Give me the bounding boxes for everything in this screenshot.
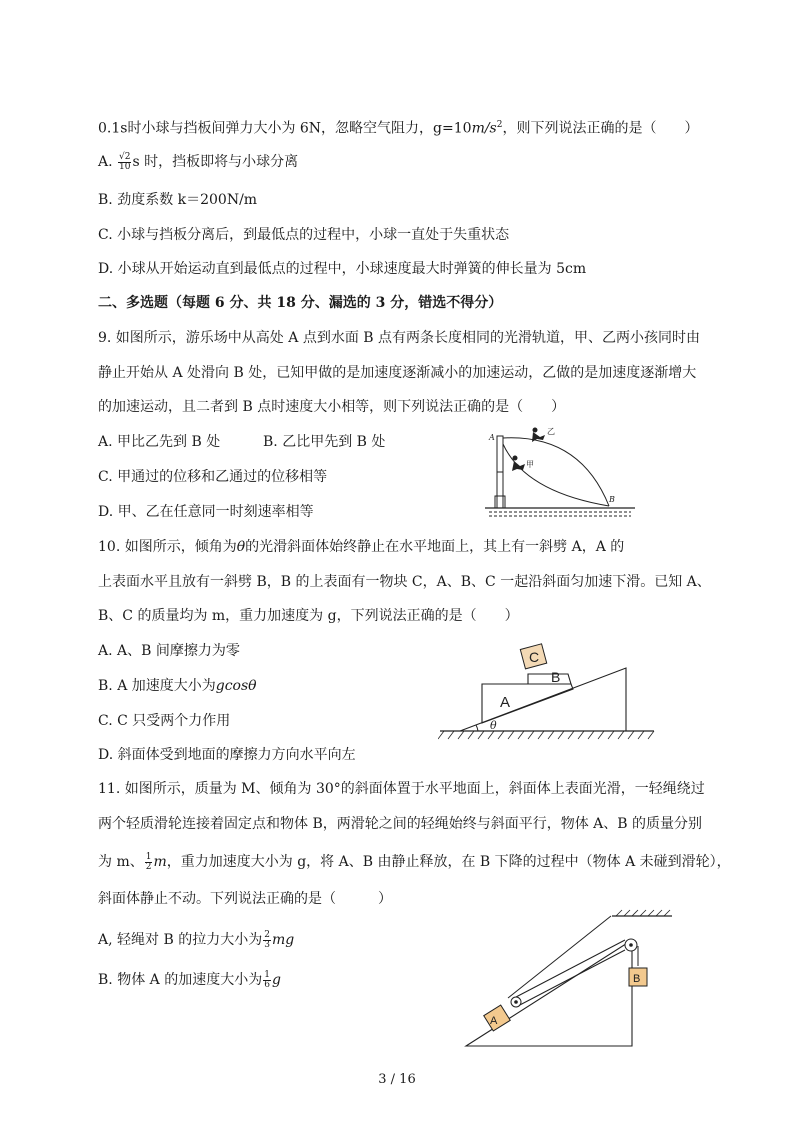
page-number: 3 / 16	[378, 1072, 416, 1087]
q11-stem-3: 为 m、 $\frac{1}{2}$ m，重力加速度大小为 g，将 A、B 由静止释放，在 B 下降的过程中（物体 A 未碰到滑轮），	[98, 851, 731, 872]
q8-option-d: D. 小球从开始运动直到最低点的过程中，小球速度最大时弹簧的伸长量为 5cm	[98, 261, 587, 277]
q10-option-d: D. 斜面体受到地面的摩擦力方向水平向左	[98, 747, 356, 763]
q8-option-a: A. $\frac{√2}{10}$ s 时，挡板即将与小球分离	[98, 151, 299, 172]
label-a: A	[500, 694, 511, 711]
q9-stem-1: 9. 如图所示，游乐场中从高处 A 点到水面 B 点有两条长度相同的光滑轨道，甲、乙两小孩同时由	[98, 330, 701, 346]
q10-incline-diagram	[438, 640, 658, 744]
label-b: B	[551, 669, 561, 685]
q9-stem-2: 静止开始从 A 处滑向 B 处，已知甲做的是加速度逐渐减小的加速运动，乙做的是加速度逐渐增大	[98, 365, 697, 381]
fraction: $\frac{2}{3}$	[264, 929, 270, 950]
q8-option-c: C. 小球与挡板分离后，到最低点的过程中，小球一直处于失重状态	[98, 227, 510, 243]
q9-option-d: D. 甲、乙在任意同一时刻速率相等	[98, 504, 314, 520]
q9-option-a: A. 甲比乙先到 B 处	[98, 434, 221, 450]
q10-option-b: B. A 加速度大小为gcosθ	[98, 678, 257, 694]
fraction: $\frac{1}{2}$	[145, 851, 152, 872]
q11-stem-1: 11. 如图所示，质量为 M、倾角为 30°的斜面体置于水平地面上，斜面体上表面光滑，一轻绳绕过	[98, 781, 705, 797]
q10-stem-2: 上表面水平且放有一斜劈 B，B 的上表面有一物块 C，A、B、C 一起沿斜面匀加速下滑。已知 A、	[98, 574, 711, 590]
q11-option-a: A, 轻绳对 B 的拉力大小为 $\frac{2}{3}$ mg	[98, 929, 295, 950]
q8-option-b: B. 劲度系数 k＝200N/m	[98, 192, 258, 208]
label-b: B	[633, 973, 641, 985]
q11-stem-2: 两个轻质滑轮连接着固定点和物体 B，两滑轮之间的轻绳始终与斜面平行，物体 A、B 的质量分别	[98, 816, 703, 832]
q11-option-b: B. 物体 A 的加速度大小为 $\frac{1}{6}$ g	[98, 969, 281, 990]
q10-stem-3: B、C 的质量均为 m，重力加速度为 g，下列说法正确的是（ ）	[98, 608, 519, 624]
child-jia-figure	[512, 456, 525, 472]
label-a: A	[490, 1015, 498, 1027]
q9-option-c: C. 甲通过的位移和乙通过的位移相等	[98, 469, 328, 485]
q10-option-c: C. C 只受两个力作用	[98, 713, 231, 729]
fraction: $\frac{1}{6}$	[264, 969, 270, 990]
label-a: A	[489, 433, 495, 442]
label-b: B	[609, 495, 615, 504]
q10-stem-1: 10. 如图所示，倾角为θ的光滑斜面体始终静止在水平地面上，其上有一斜劈 A，A 的	[98, 539, 625, 555]
q9-stem-3: 的加速运动，且二者到 B 点时速度大小相等，则下列说法正确的是（ ）	[98, 399, 566, 415]
q10-option-a: A. A、B 间摩擦力为零	[98, 643, 240, 659]
child-yi-figure	[532, 428, 545, 443]
fraction: $\frac{√2}{10}$	[119, 151, 131, 172]
label-c: C	[529, 649, 540, 665]
q9-slide-diagram	[485, 422, 635, 522]
label-theta: θ	[490, 719, 497, 732]
label-jia: 甲	[526, 460, 534, 469]
label-yi: 乙	[547, 427, 555, 436]
q11-pulley-diagram	[462, 904, 682, 1050]
section-heading: 二、多选题（每题 6 分、共 18 分、漏选的 3 分，错选不得分）	[98, 295, 503, 311]
q8-stem: 0.1s时小球与挡板间弹力大小为 6N，忽略空气阻力，$g=10m/s^2$，则下列说法正确的是（ ）	[98, 120, 699, 137]
q11-stem-4: 斜面体静止不动。下列说法正确的是（ ）	[98, 891, 392, 907]
q9-option-b: B. 乙比甲先到 B 处	[263, 434, 386, 450]
